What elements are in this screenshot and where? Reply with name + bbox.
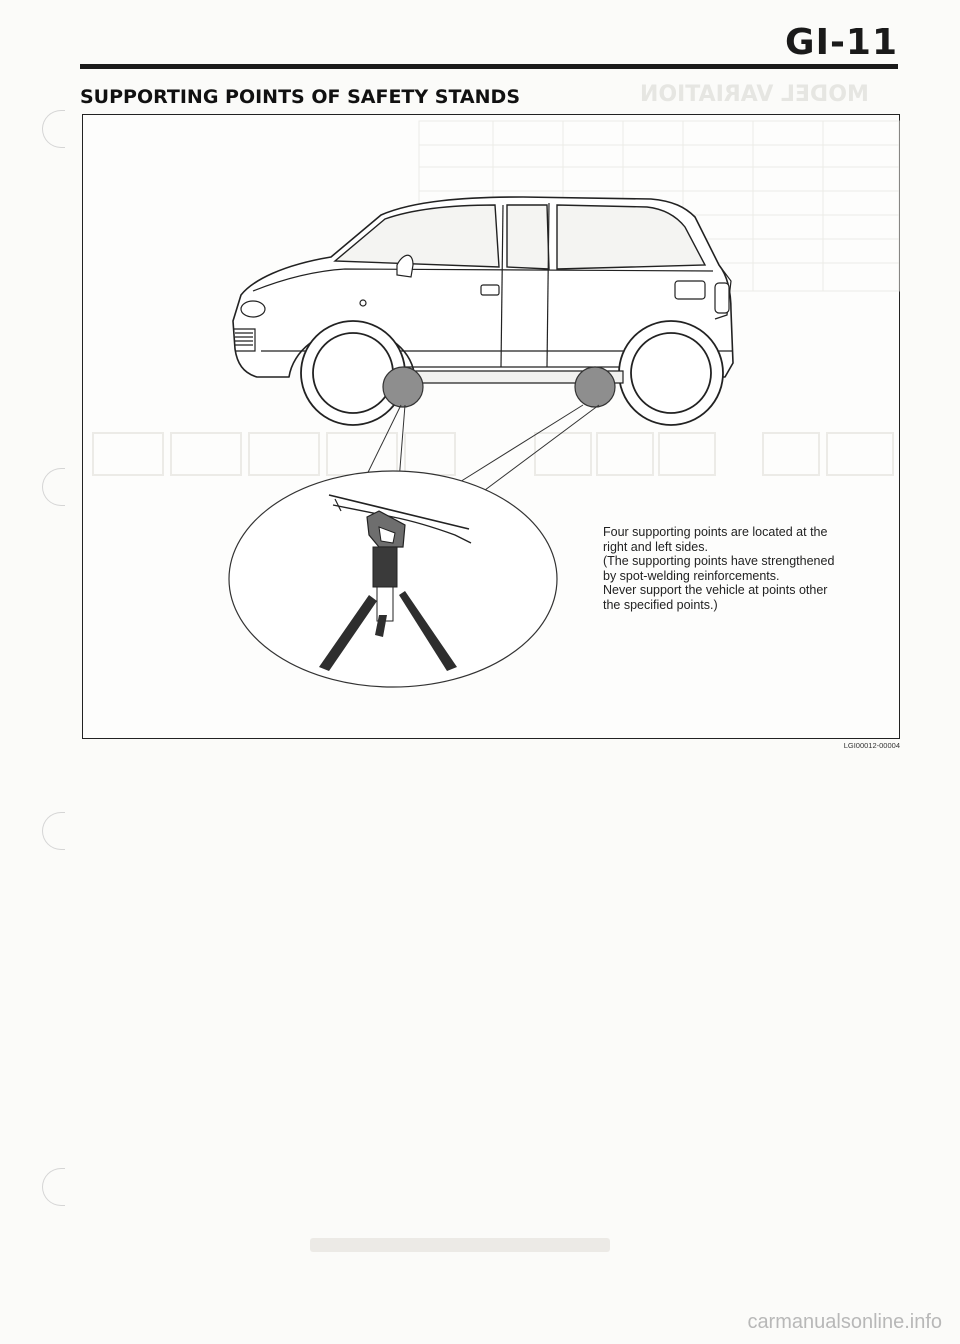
header-rule [80, 64, 898, 69]
note-line: the specified points.) [603, 597, 718, 612]
rear-support-point-marker [575, 367, 615, 407]
note-line: Four supporting points are located at the [603, 525, 828, 539]
note-line: Never support the vehicle at points other [603, 583, 828, 597]
rear-wheel [619, 321, 723, 425]
punch-hole-middle [42, 468, 65, 506]
rear-lamp [715, 283, 729, 313]
bleed-through-code-boxes [93, 433, 893, 475]
bleed-through-title: MODEL VARIATION [640, 82, 869, 107]
punch-hole-bottom [42, 1168, 65, 1206]
note-line: by spot-welding reinforcements. [603, 568, 780, 583]
figure-code: LGI00012-00004 [843, 741, 900, 750]
punch-hole-lower [42, 812, 65, 850]
page-number: GI-11 [785, 22, 898, 63]
note-line: (The supporting points have strengthened [603, 554, 835, 568]
vehicle-illustration [83, 115, 901, 740]
footer-bleed-through [310, 1238, 610, 1252]
watermark: carmanualsonline.info [747, 1311, 942, 1333]
front-support-point-marker [383, 367, 423, 407]
punch-hole-top [42, 110, 65, 148]
note-line: right and left sides. [603, 539, 708, 554]
section-title: SUPPORTING POINTS OF SAFETY STANDS [80, 86, 520, 108]
support-note [603, 525, 893, 612]
figure-frame [82, 114, 900, 739]
